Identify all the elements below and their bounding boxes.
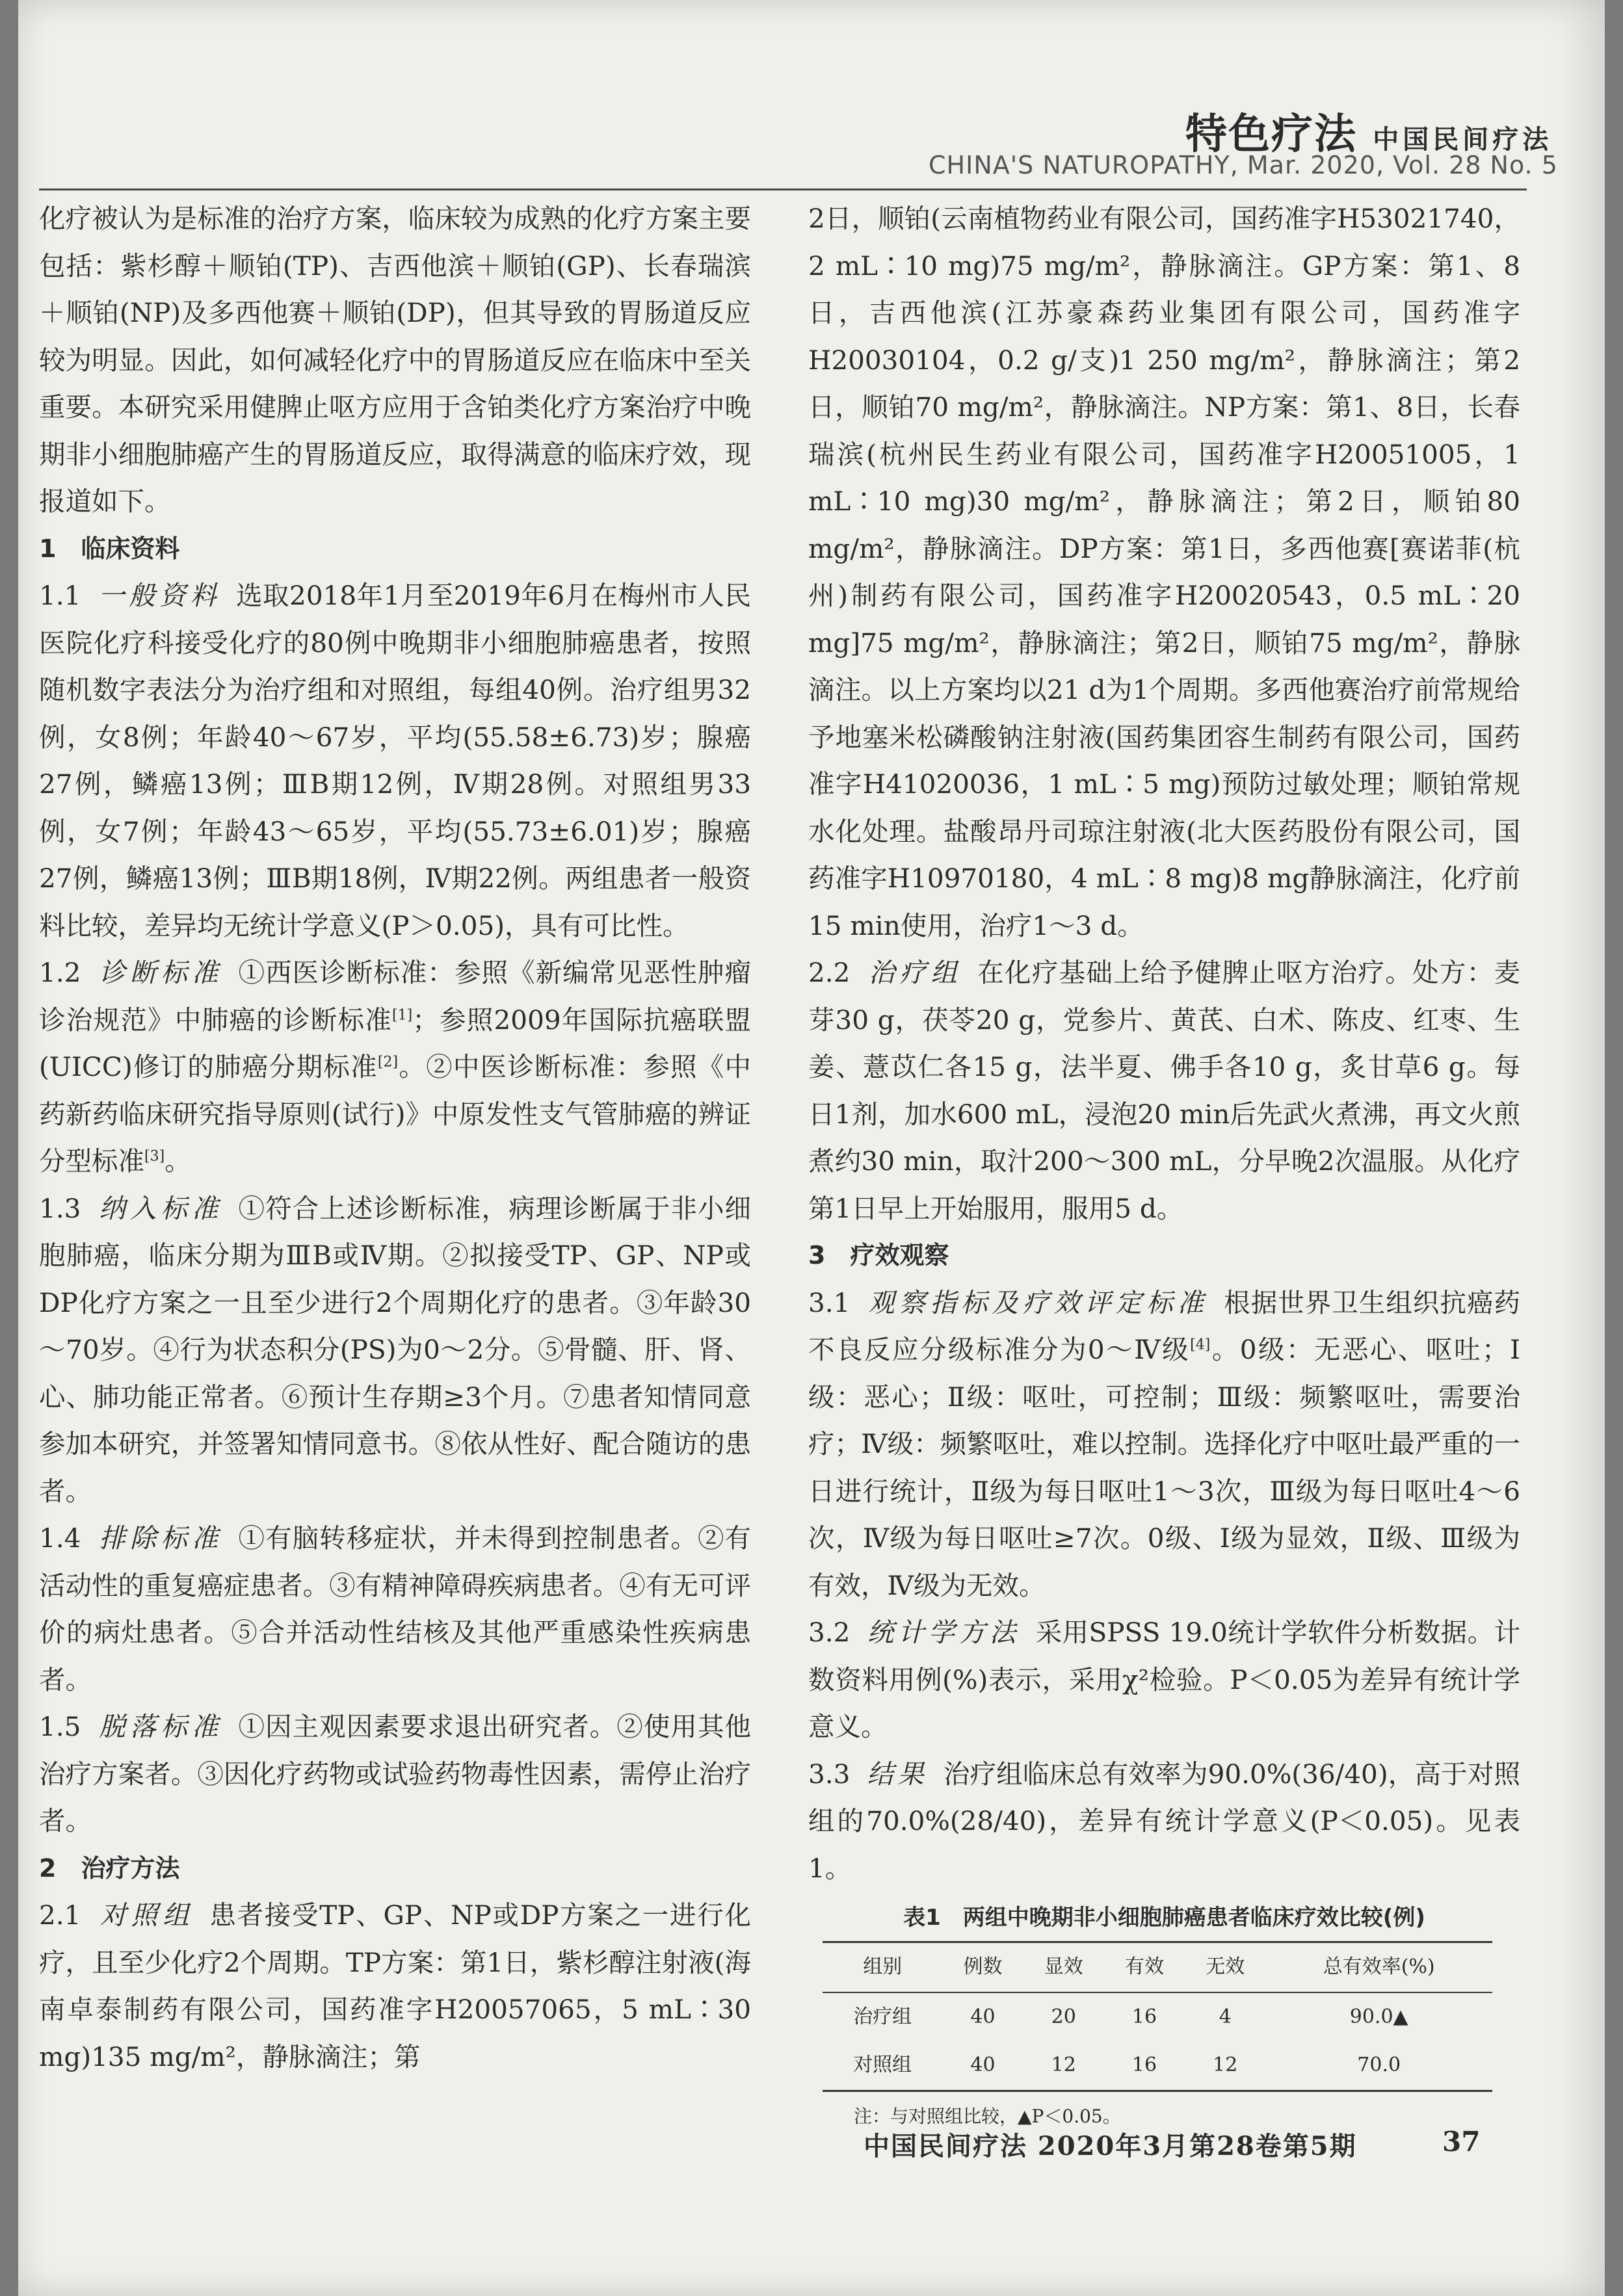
journal-page: [18, 0, 1605, 2296]
table-cell: 90.0▲: [1349, 2005, 1408, 2028]
citation-ref[interactable]: [1]: [392, 1007, 413, 1023]
journal-footer: 中国民间疗法 2020年3月第28卷第5期: [864, 2131, 1357, 2161]
section-1-4: 1.4 排除标准 ①有脑转移症状，并未得到控制患者。②有活动性的重复癌症患者。③有精神障碍疾病患者。④有无可评价的病灶患者。⑤合并活动性结核及其他严重感染性疾病患者。: [39, 1522, 752, 1695]
table-cell: 40: [970, 2005, 996, 2028]
table-row: [823, 2041, 1492, 2091]
col-header: 组别: [823, 1942, 942, 1992]
col-header: 例数: [942, 1942, 1023, 1992]
table-row: [823, 1992, 1492, 2042]
citation-ref[interactable]: [3]: [144, 1148, 165, 1165]
table-cell: 治疗组: [853, 2005, 912, 2028]
journal-name: 中国民间疗法: [1373, 124, 1553, 155]
journal-english-header: CHINA'S NATUROPATHY, Mar. 2020, Vol. 28 No. 5: [929, 151, 1558, 179]
section-2-1: 2.1 对照组 患者接受TP、GP、NP或DP方案之一进行化疗，且至少化疗2个周期。TP方案：第1日，紫杉醇注射液(海南卓泰制药有限公司，国药准字H20057065，5 mL∶30 mg)135 mg/m²，静脉滴注；第: [39, 1899, 752, 2072]
table-header-row: [823, 1942, 1492, 1992]
table-note: 注：与对照组比较，▲P＜0.05。: [854, 2105, 1121, 2127]
table-caption: 表1 两组中晚期非小细胞肺癌患者临床疗效比较(例): [903, 1905, 1425, 1931]
section-1-3: 1.3 纳入标准 ①符合上述诊断标准，病理诊断属于非小细胞肺癌，临床分期为ⅢB或Ⅳ期。②拟接受TP、GP、NP或DP化疗方案之一且至少进行2个周期化疗的患者。③年龄30～70岁。④行为状态积分(PS)为0～2分。⑤骨髓、肝、肾、心、肺功能正常者。⑥预计生存期≥3个月。⑦患者知情同意参加本研究，并签署知情同意书。⑧依从性好、配合随访的患者。: [39, 1192, 752, 1507]
section-1-2: 1.2 诊断标准 ①西医诊断标准：参照《新编常见恶性肿瘤诊治规范》中肺癌的诊断标准[1]；参照2009年国际抗癌联盟(UICC)修订的肺癌分期标准[2]。②中医诊断标准：参照《中药新药临床研究指导原则(试行)》中原发性支气管肺癌的辨证分型标准[3]。: [39, 957, 752, 1177]
heading-efficacy: 3 疗效观察: [808, 1241, 949, 1270]
right-column: [808, 195, 1520, 2136]
section-2-2: 2.2 治疗组 在化疗基础上给予健脾止呕方治疗。处方：麦芽30 g，茯苓20 g，党参片、黄芪、白术、陈皮、红枣、生姜、薏苡仁各15 g，法半夏、佛手各10 g，炙甘草6 g。每日1剂，加水600 mL，浸泡20 min后先武火煮沸，再文火煎煮约30 min，取汁200～300 mL，分早晚2次温服。从化疗第1日早上开始服用，服用5 d。: [808, 957, 1521, 1224]
control-group-continued: 2日，顺铂(云南植物药业有限公司，国药准字H53021740，2 mL∶10 mg)75 mg/m²，静脉滴注。GP方案：第1、8日，吉西他滨(江苏豪森药业集团有限公司，国药准字H20030104，0.2 g/支)1 250 mg/m²，静脉滴注；第2日，顺铂70 mg/m²，静脉滴注。NP方案：第1、8日，长春瑞滨(杭州民生药业有限公司，国药准字H20051005，1 mL∶10 mg)30 mg/m²，静脉滴注；第2日，顺铂80 mg/m²，静脉滴注。DP方案：第1日，多西他赛[赛诺菲(杭州)制药有限公司，国药准字H20020543，0.5 mL∶20 mg]75 mg/m²，静脉滴注；第2日，顺铂75 mg/m²，静脉滴注。以上方案均以21 d为1个周期。多西他赛治疗前常规给予地塞米松磷酸钠注射液(国药集团容生制药有限公司，国药准字H41020036，1 mL∶5 mg)预防过敏处理；顺铂常规水化处理。盐酸昂丹司琼注射液(北大医药股份有限公司，国药准字H10970180，4 mL∶8 mg)8 mg静脉滴注，化疗前15 min使用，治疗1～3 d。: [808, 203, 1520, 941]
col-header: 有效: [1104, 1942, 1185, 1992]
section-3-1: 3.1 观察指标及疗效评定标准 根据世界卫生组织抗癌药不良反应分级标准分为0～Ⅳ级[4]。0级：无恶心、呕吐；Ⅰ级：恶心；Ⅱ级：呕吐，可控制；Ⅲ级：频繁呕吐，需要治疗；Ⅳ级：频繁呕吐，难以控制。选择化疗中呕吐最严重的一日进行统计，Ⅱ级为每日呕吐1～3次，Ⅲ级为每日呕吐4～6次，Ⅳ级为每日呕吐≥7次。0级、Ⅰ级为显效，Ⅱ级、Ⅲ级为有效，Ⅳ级为无效。: [808, 1286, 1521, 1601]
citation-ref[interactable]: [2]: [377, 1054, 399, 1071]
table-cell: 12: [1023, 2041, 1104, 2091]
section-3-3: 3.3 结果 治疗组临床总有效率为90.0%(36/40)，高于对照组的70.0%(28/40)，差异有统计学意义(P＜0.05)。见表1。: [808, 1758, 1521, 1884]
header-rule: [39, 189, 1527, 190]
citation-ref[interactable]: [4]: [1190, 1337, 1211, 1353]
table-cell: 40: [942, 2041, 1023, 2091]
col-header: 无效: [1185, 1942, 1265, 1992]
table-cell: 70.0: [1265, 2041, 1492, 2091]
heading-clinical-data: 1 临床资料: [39, 534, 180, 563]
table-cell: 12: [1185, 2041, 1265, 2091]
section-1-5: 1.5 脱落标准 ①因主观因素要求退出研究者。②使用其他治疗方案者。③因化疗药物或试验药物毒性因素，需停止治疗者。: [39, 1711, 752, 1836]
table-cell: 16: [1104, 2041, 1185, 2091]
section-1-1: 1.1 一般资料 选取2018年1月至2019年6月在梅州市人民医院化疗科接受化疗的80例中晚期非小细胞肺癌患者，按照随机数字表法分为治疗组和对照组，每组40例。治疗组男32例，女8例；年龄40～67岁，平均(55.58±6.73)岁；腺癌27例，鳞癌13例；ⅢB期12例，Ⅳ期28例。对照组男33例，女7例；年龄43～65岁，平均(55.73±6.01)岁；腺癌27例，鳞癌13例；ⅢB期18例，Ⅳ期22例。两组患者一般资料比较，差异均无统计学意义(P＞0.05)，具有可比性。: [39, 580, 751, 941]
page-number: 37: [1442, 2126, 1481, 2158]
section-title: 特色疗法: [1185, 110, 1357, 159]
table-cell: 4: [1219, 2005, 1232, 2028]
col-header: 总有效率(%): [1265, 1942, 1492, 1992]
results-table: [823, 1941, 1492, 2092]
heading-treatment-methods: 2 治疗方法: [39, 1853, 180, 1883]
table-cell: 对照组: [823, 2041, 942, 2091]
table-cell: 20: [1051, 2005, 1076, 2028]
intro-paragraph: 化疗被认为是标准的治疗方案，临床较为成熟的化疗方案主要包括：紫杉醇＋顺铂(TP)、吉西他滨＋顺铂(GP)、长春瑞滨＋顺铂(NP)及多西他赛＋顺铂(DP)，但其导致的胃肠道反应较为明显。因此，如何减轻化疗中的胃肠道反应在临床中至关重要。本研究采用健脾止呕方应用于含铂类化疗方案治疗中晚期非小细胞肺癌产生的胃肠道反应，取得满意的临床疗效，现报道如下。: [39, 203, 751, 517]
col-header: 显效: [1023, 1942, 1104, 1992]
table-cell: 16: [1131, 2005, 1157, 2028]
section-3-2: 3.2 统计学方法 采用SPSS 19.0统计学软件分析数据。计数资料用例(%)表示，采用χ²检验。P＜0.05为差异有统计学意义。: [808, 1617, 1521, 1742]
left-column: [39, 195, 751, 2080]
